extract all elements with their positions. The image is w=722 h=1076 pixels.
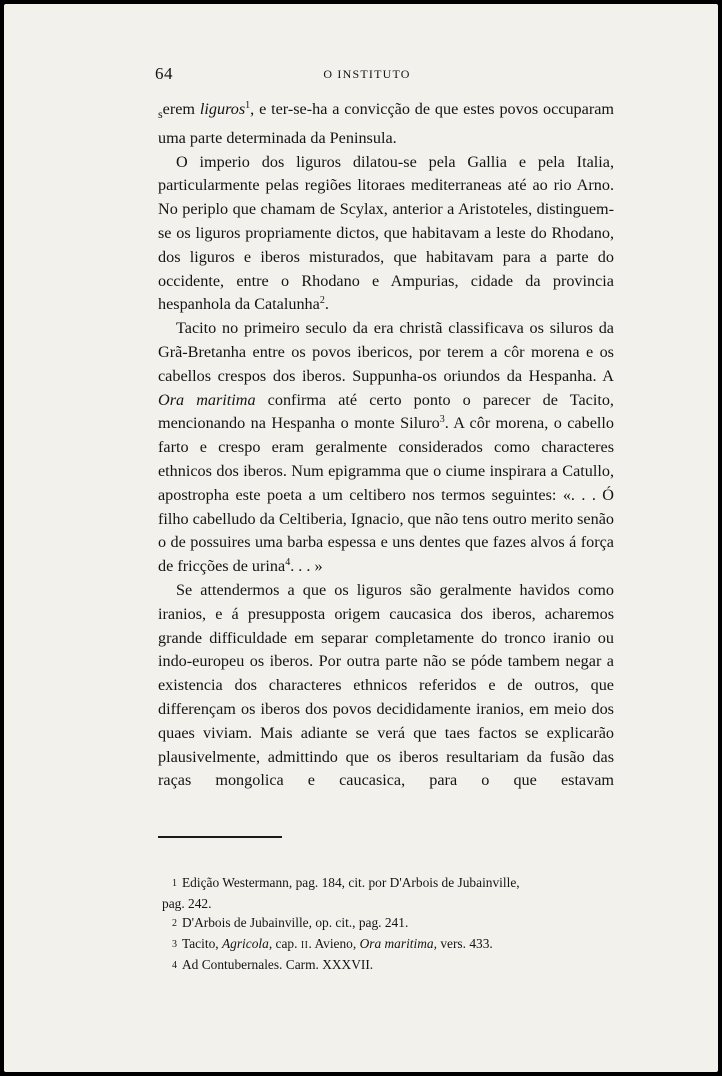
footnote-number: 2	[172, 918, 177, 929]
note-ref-4: 4	[285, 557, 291, 569]
dropped-letter: s	[158, 107, 163, 121]
footnote-number: 1	[172, 878, 177, 889]
footnote-1	[158, 873, 614, 913]
footnote-text: cap.	[272, 935, 301, 951]
page-number: 64	[155, 64, 173, 83]
footnote-text: vers. 433.	[436, 935, 493, 951]
footnote-text: . Avieno,	[308, 935, 360, 951]
paragraph-2	[158, 151, 614, 318]
footnote-italic: Agricola,	[221, 935, 273, 951]
footnotes	[158, 873, 614, 976]
paragraph-4	[158, 579, 614, 793]
text-run: . A côr morena, o cabello farto e crespo eram geralmente considerados como characteres ethnicos dos iberos. Num epigramma que o ciume inspirara a Catullo, apostropha este poeta a um celtibero nos termos seguintes: «. . . Ó filho cabelludo da Celtiberia, Ignacio, que não tens outro merito senão o de possuires uma barba espessa e uns dentes que fazes alvos á força de fricções de urina	[158, 414, 614, 576]
footnote-2	[158, 913, 614, 934]
italic-title: Ora maritima	[158, 390, 256, 409]
footnote-number: 3	[172, 938, 177, 950]
italic-term: liguros	[199, 100, 246, 118]
paragraph-3	[158, 317, 614, 579]
text-run: Se attendermos a que os liguros são geralmente havidos como iranios, e á presupposta origem caucasica dos iberos, acharemos grande difficuldade em separar completamente do tronco iranio ou indo-europeu os iberos. Por outra parte não se póde tambem negar a existencia dos characteres ethnicos referidos e de outros, que differençam os iberos dos povos decididamente iranios, em meio dos quaes viviam. Mais adiante se verá que taes factos se explicarão plausivelmente, admittindo que os iberos resultariam da fusão das raças mongolica e caucasica, para o que estavam	[158, 580, 614, 790]
text-run: . . . »	[290, 557, 323, 576]
page-header	[4, 64, 718, 86]
running-head: O INSTITUTO	[323, 67, 411, 81]
text-run: O imperio dos liguros dilatou-se pela Gallia e pela Italia, particularmente pelas regiões litoraes mediterraneas até ao rio Arno. No periplo que chamam de Scylax, anterior a Aristoteles, distinguem-se os liguros propriamente dictos, que habitavam a leste do Rhodano, dos liguros e iberos misturados, que habitavam para a parte do occidente, entre o Rhodano e Ampurias, cidade da provincia hespanhola da Catalunha	[158, 152, 614, 314]
note-ref-1: 1	[245, 100, 251, 111]
footnote-4	[158, 955, 614, 976]
footnote-divider	[158, 836, 282, 838]
footnote-text: D'Arbois de Jubainville, op. cit., pag. 241.	[182, 915, 409, 930]
footnote-text: Edição Westermann, pag. 184, cit. por D'Arbois de Jubainville,	[182, 875, 520, 890]
footnote-number: 4	[172, 960, 177, 971]
footnote-3	[158, 934, 614, 956]
paragraph-1	[158, 98, 614, 151]
text-run: .	[324, 295, 329, 314]
text-run: Tacito no primeiro seculo da era christã classificava os siluros da Grã-Bretanha entre os povos ibericos, por terem a côr morena e os cabellos crespos dos iberos. Suppunha-os oriundos da Hespanha. A	[158, 319, 614, 385]
note-ref-3: 3	[439, 414, 445, 426]
roman-numeral: II	[300, 939, 309, 951]
main-text	[158, 98, 614, 793]
footnote-italic: Ora maritima,	[359, 935, 437, 951]
note-ref-2: 2	[319, 295, 325, 307]
footnote-text: Tacito,	[182, 935, 222, 951]
text-run: erem	[162, 100, 200, 118]
book-page	[4, 4, 718, 1072]
footnote-text-continued: pag. 242.	[162, 895, 212, 911]
text-run: confirma até certo ponto o parecer de Tacito, mencionando na Hespanha o monte Siluro	[158, 390, 614, 433]
footnote-text: Ad Contubernales. Carm. XXXVII.	[182, 957, 374, 972]
text-run: , e ter-se-ha a convicção de que estes povos occuparam uma parte determinada da Peninsula.	[158, 100, 614, 147]
